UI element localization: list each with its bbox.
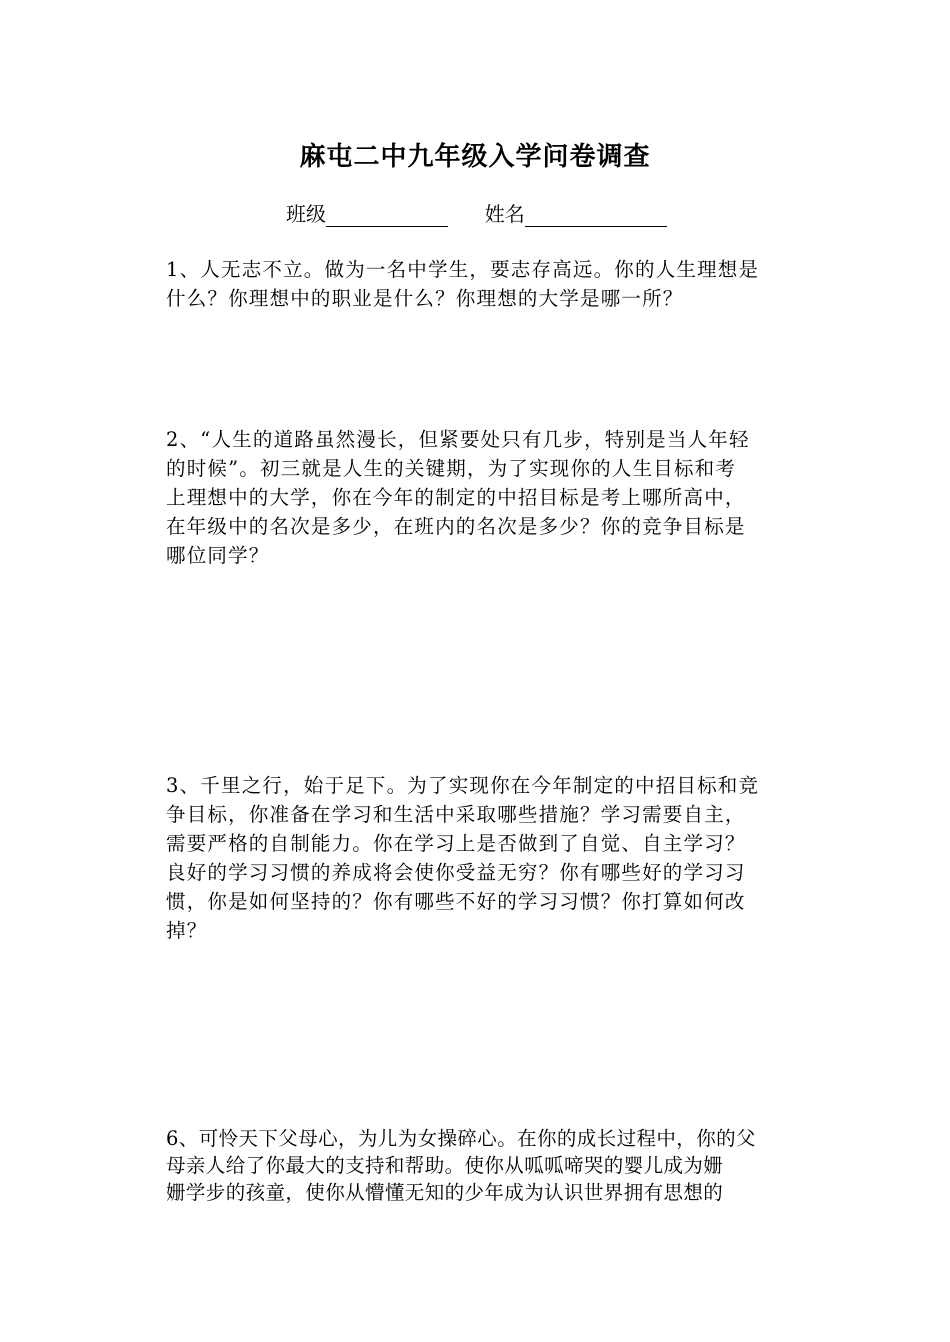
question-line: 哪位同学？	[166, 544, 270, 567]
question-line: 需要严格的自制能力。你在学习上是否做到了自觉、自主学习？	[166, 832, 746, 855]
document-title: 麻屯二中九年级入学问卷调查	[299, 142, 651, 172]
question-line: 6、可怜天下父母心，为儿为女操碎心。在你的成长过程中，你的父	[166, 1127, 756, 1150]
question-line: 在年级中的名次是多少，在班内的名次是多少？你的竞争目标是	[166, 515, 746, 538]
question-line: 掉？	[166, 919, 208, 942]
question-3	[166, 771, 788, 945]
question-line: 姗学步的孩童，使你从懵懂无知的少年成为认识世界拥有思想的	[166, 1181, 724, 1204]
question-line: 良好的学习习惯的养成将会使你受益无穷？你有哪些好的学习习	[166, 861, 746, 884]
question-line: 什么？你理想中的职业是什么？你理想的大学是哪一所？	[166, 287, 684, 310]
question-1	[166, 255, 788, 313]
question-line: 母亲人给了你最大的支持和帮助。使你从呱呱啼哭的婴儿成为姗	[166, 1154, 724, 1177]
student-info-row	[286, 198, 667, 227]
class-blank[interactable]	[326, 206, 448, 227]
question-line: 争目标，你准备在学习和生活中采取哪些措施？学习需要自主，	[166, 803, 746, 826]
name-blank[interactable]	[525, 206, 667, 227]
question-line: 上理想中的大学，你在今年的制定的中招目标是考上哪所高中，	[166, 486, 746, 509]
question-6	[166, 1125, 788, 1206]
question-line: 的时候”。初三就是人生的关键期，为了实现你的人生目标和考	[166, 457, 737, 480]
question-line: 1、人无志不立。做为一名中学生，要志存高远。你的人生理想是	[166, 258, 760, 281]
question-line: 3、千里之行，始于足下。为了实现你在今年制定的中招目标和竞	[166, 774, 760, 797]
question-2	[166, 425, 788, 570]
name-label: 姓名	[484, 202, 525, 226]
question-line: 2、“人生的道路虽然漫长，但紧要处只有几步，特别是当人年轻	[166, 428, 750, 451]
class-label: 班级	[286, 202, 326, 226]
question-line: 惯，你是如何坚持的？你有哪些不好的学习习惯？你打算如何改	[166, 890, 746, 913]
